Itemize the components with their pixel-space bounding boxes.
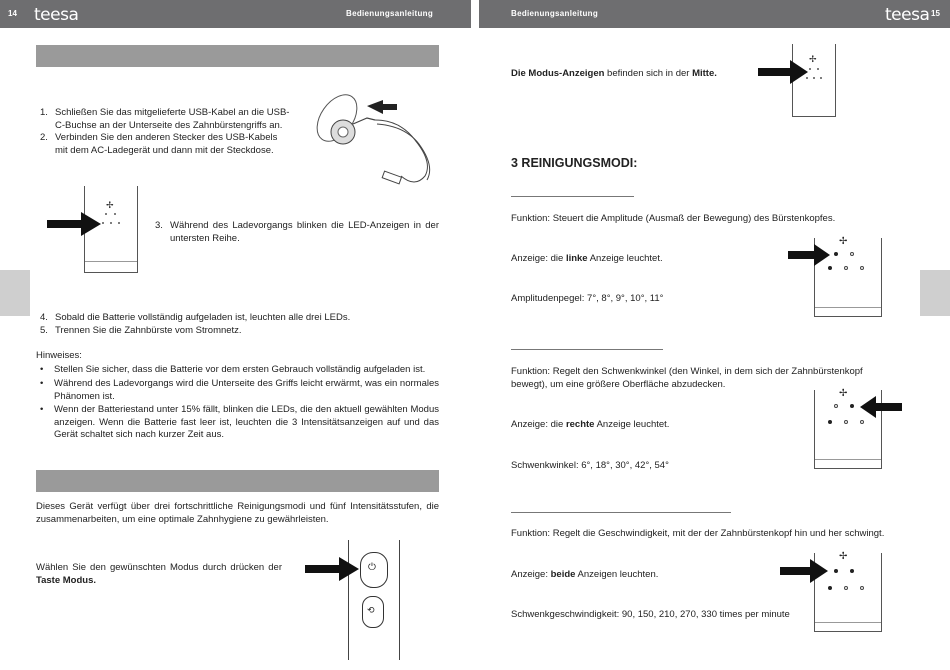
- right-header-bar: [479, 0, 950, 28]
- teesa-logo: teesa: [34, 5, 79, 25]
- mode-symbol-icon: ✢: [809, 54, 817, 64]
- right-header-title: Bedienungsanleitung: [511, 9, 599, 18]
- mode1-value: Amplitudenpegel: 7°, 8°, 9°, 10°, 11°: [511, 293, 664, 304]
- section-bar-charging: [36, 45, 439, 67]
- mode2-indicator: Anzeige: die rechte Anzeige leuchtet.: [511, 419, 670, 430]
- arrow-icon: [758, 60, 810, 84]
- arrow-icon: [788, 244, 832, 266]
- select-mode-text: Wählen Sie den gewünschten Modus durch drücken der Taste Modus.: [36, 562, 282, 586]
- arrow-icon: [47, 212, 102, 236]
- mode-symbol-icon: ✢: [839, 236, 848, 247]
- mode-symbol-icon: ✢: [839, 388, 848, 399]
- mode3-function: Funktion: Regelt die Geschwindigkeit, mit der der Zahnbürstenkopf hin und her schwingt.: [511, 528, 885, 539]
- arrow-icon: [858, 396, 902, 418]
- mode2-rule: [511, 349, 663, 350]
- mode-symbol-icon: ✢: [106, 200, 114, 210]
- left-page-number: 14: [8, 9, 17, 18]
- mode3-rule: [511, 512, 731, 513]
- mode-button[interactable]: [362, 596, 384, 628]
- mode1-rule: [511, 196, 634, 197]
- mode-icon: ⟲: [367, 605, 375, 615]
- left-side-tab: [0, 270, 30, 316]
- arrow-icon: [305, 557, 361, 581]
- arrow-icon: [780, 559, 830, 583]
- hints-title: Hinweises:: [36, 350, 82, 361]
- mode2-value: Schwenkwinkel: 6°, 18°, 30°, 42°, 54°: [511, 460, 669, 471]
- mode3-value: Schwenkgeschwindigkeit: 90, 150, 210, 270, 330 times per minute: [511, 609, 790, 620]
- left-header-title: Bedienungsanleitung: [346, 9, 434, 18]
- modes-heading: 3 REINIGUNGSMODI:: [511, 156, 638, 170]
- mode3-indicator: Anzeige: beide Anzeigen leuchten.: [511, 569, 659, 580]
- mode1-function: Funktion: Steuert die Amplitude (Ausmaß der Bewegung) des Bürstenkopfes.: [511, 213, 836, 224]
- section-bar-modes: [36, 470, 439, 492]
- right-page-number: 15: [931, 9, 940, 18]
- mode-symbol-icon: ✢: [839, 551, 848, 562]
- teesa-logo-right: teesa: [885, 5, 930, 25]
- mode-indicators-text: Die Modus-Anzeigen befinden sich in der Mitte.: [511, 68, 717, 79]
- usb-cable-illustration: [305, 80, 445, 192]
- mode2-function: Funktion: Regelt den Schwenkwinkel (den Winkel, in dem sich der Zahnbürstenkopf bewegt), um eine größere Oberfläche abzudecken.: [511, 366, 863, 390]
- left-header-bar: [0, 0, 471, 28]
- mode1-indicator: Anzeige: die linke Anzeige leuchtet.: [511, 253, 663, 264]
- intro-paragraph: Dieses Gerät verfügt über drei fortschrittliche Reinigungsmodi und fünf Intensitätsstufen, die zusammenarbeiten, um eine optimale Zahnhygiene zu gewährleisten.: [36, 501, 439, 525]
- power-button[interactable]: [360, 552, 388, 588]
- power-icon: ⏻: [368, 562, 376, 573]
- right-side-tab: [920, 270, 950, 316]
